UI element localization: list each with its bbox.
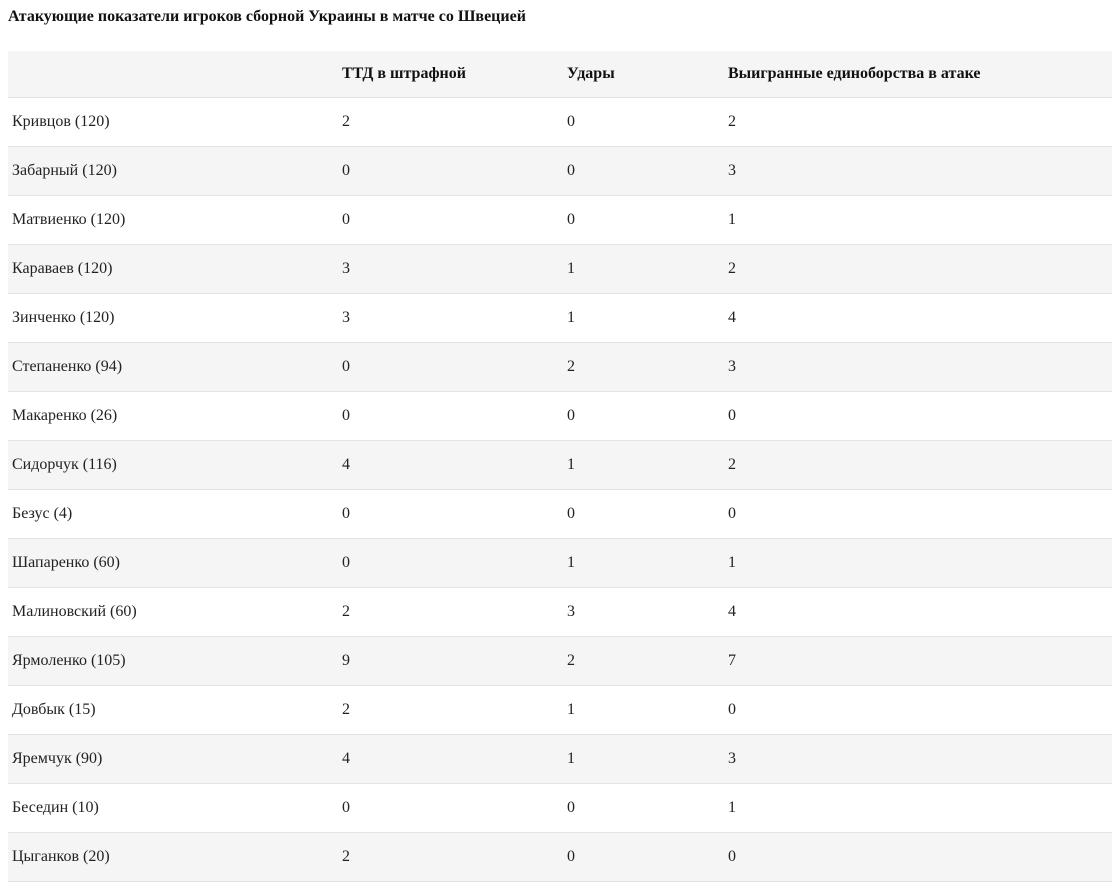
- stat-cell-duels: 1: [724, 195, 1112, 244]
- stat-cell-duels: 2: [724, 244, 1112, 293]
- stat-cell-duels: 2: [724, 97, 1112, 146]
- table-row: [8, 440, 1112, 489]
- stat-cell-shots: 0: [563, 195, 724, 244]
- stat-cell-ttd: 3: [338, 293, 563, 342]
- player-name-cell: Цыганков (20): [8, 832, 338, 881]
- stat-cell-duels: 1: [724, 538, 1112, 587]
- table-row: [8, 244, 1112, 293]
- table-header: [8, 51, 1112, 97]
- stat-cell-ttd: 2: [338, 685, 563, 734]
- stat-cell-duels: 3: [724, 734, 1112, 783]
- stat-cell-shots: 1: [563, 538, 724, 587]
- stat-cell-duels: 4: [724, 587, 1112, 636]
- stat-cell-ttd: 4: [338, 440, 563, 489]
- column-header-duels-won: Выигранные единоборства в атаке: [724, 51, 1112, 97]
- player-name-cell: Зинченко (120): [8, 293, 338, 342]
- player-name-cell: Безус (4): [8, 489, 338, 538]
- player-name-cell: Забарный (120): [8, 146, 338, 195]
- stat-cell-duels: 0: [724, 685, 1112, 734]
- player-name-cell: Караваев (120): [8, 244, 338, 293]
- stat-cell-shots: 1: [563, 685, 724, 734]
- table-row: [8, 587, 1112, 636]
- page-title: Атакующие показатели игроков сборной Украины в матче со Швецией: [8, 8, 526, 25]
- table-row: [8, 783, 1112, 832]
- table-row: [8, 685, 1112, 734]
- stat-cell-ttd: 0: [338, 538, 563, 587]
- column-header-player: [8, 51, 338, 97]
- table-row: [8, 636, 1112, 685]
- stat-cell-duels: 1: [724, 783, 1112, 832]
- stat-cell-duels: 0: [724, 489, 1112, 538]
- stat-cell-duels: 2: [724, 440, 1112, 489]
- stat-cell-duels: 4: [724, 293, 1112, 342]
- stat-cell-duels: 0: [724, 832, 1112, 881]
- stat-cell-shots: 3: [563, 587, 724, 636]
- stat-cell-shots: 0: [563, 832, 724, 881]
- stat-cell-ttd: 0: [338, 391, 563, 440]
- stat-cell-shots: 1: [563, 440, 724, 489]
- stat-cell-ttd: 4: [338, 734, 563, 783]
- table-body: [8, 97, 1112, 881]
- stat-cell-ttd: 2: [338, 587, 563, 636]
- column-header-shots: Удары: [563, 51, 724, 97]
- stat-cell-ttd: 0: [338, 146, 563, 195]
- table-row: [8, 832, 1112, 881]
- stat-cell-shots: 0: [563, 146, 724, 195]
- stat-cell-shots: 1: [563, 734, 724, 783]
- table-row: [8, 391, 1112, 440]
- stat-cell-duels: 0: [724, 391, 1112, 440]
- stats-table: [8, 51, 1112, 882]
- player-name-cell: Матвиенко (120): [8, 195, 338, 244]
- player-name-cell: Шапаренко (60): [8, 538, 338, 587]
- stat-cell-duels: 3: [724, 342, 1112, 391]
- player-name-cell: Сидорчук (116): [8, 440, 338, 489]
- stat-cell-shots: 2: [563, 342, 724, 391]
- stat-cell-ttd: 0: [338, 489, 563, 538]
- stat-cell-shots: 0: [563, 489, 724, 538]
- header-row: [8, 51, 1112, 97]
- stat-cell-ttd: 0: [338, 783, 563, 832]
- player-name-cell: Яремчук (90): [8, 734, 338, 783]
- stat-cell-shots: 1: [563, 293, 724, 342]
- table-row: [8, 342, 1112, 391]
- stat-cell-shots: 0: [563, 391, 724, 440]
- stat-cell-ttd: 0: [338, 195, 563, 244]
- stat-cell-ttd: 9: [338, 636, 563, 685]
- player-name-cell: Кривцов (120): [8, 97, 338, 146]
- player-name-cell: Довбык (15): [8, 685, 338, 734]
- table-row: [8, 146, 1112, 195]
- stat-cell-shots: 1: [563, 244, 724, 293]
- player-name-cell: Беседин (10): [8, 783, 338, 832]
- stat-cell-ttd: 2: [338, 97, 563, 146]
- stat-cell-ttd: 3: [338, 244, 563, 293]
- stat-cell-shots: 2: [563, 636, 724, 685]
- column-header-ttd: ТТД в штрафной: [338, 51, 563, 97]
- stat-cell-ttd: 0: [338, 342, 563, 391]
- player-name-cell: Макаренко (26): [8, 391, 338, 440]
- stat-cell-shots: 0: [563, 783, 724, 832]
- table-row: [8, 734, 1112, 783]
- player-name-cell: Степаненко (94): [8, 342, 338, 391]
- stat-cell-shots: 0: [563, 97, 724, 146]
- table-row: [8, 97, 1112, 146]
- table-row: [8, 293, 1112, 342]
- player-name-cell: Малиновский (60): [8, 587, 338, 636]
- table-row: [8, 538, 1112, 587]
- table-row: [8, 489, 1112, 538]
- stat-cell-duels: 7: [724, 636, 1112, 685]
- player-name-cell: Ярмоленко (105): [8, 636, 338, 685]
- stat-cell-duels: 3: [724, 146, 1112, 195]
- table-row: [8, 195, 1112, 244]
- stat-cell-ttd: 2: [338, 832, 563, 881]
